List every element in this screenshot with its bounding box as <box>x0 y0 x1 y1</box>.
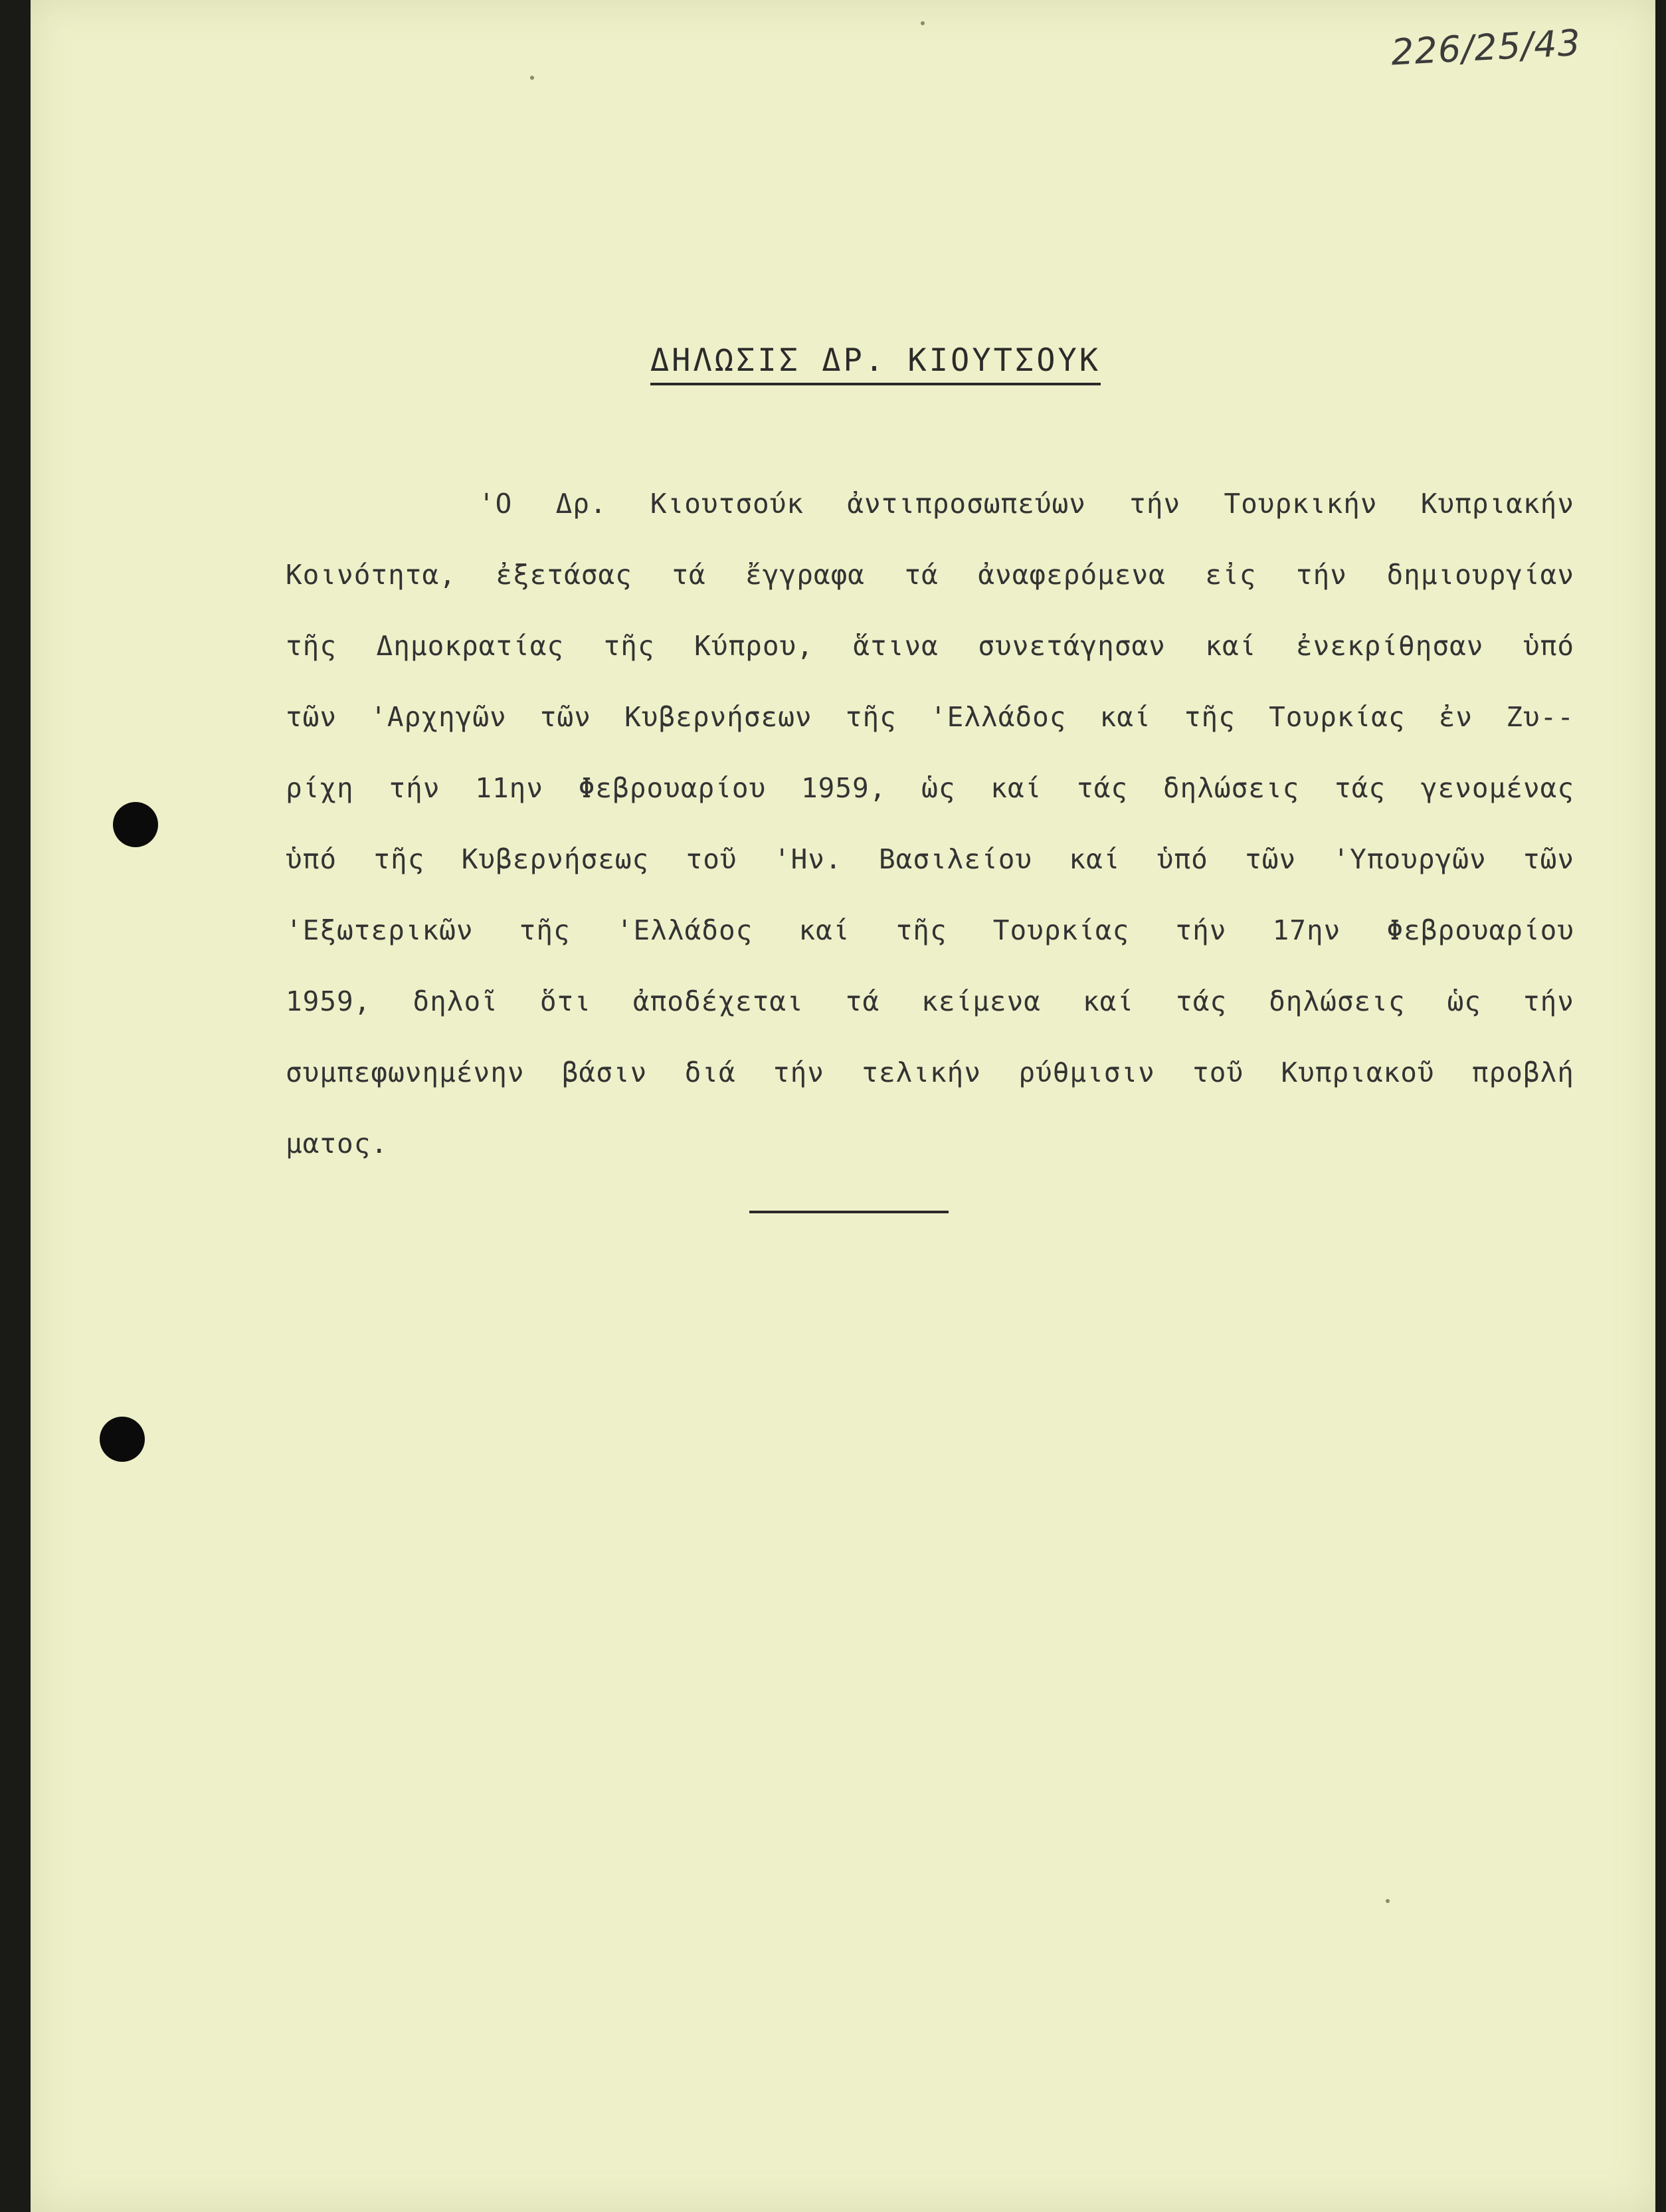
paragraph-line: ὑπό τῆς Κυβερνήσεως τοῦ 'Ην. Βασιλείου καί ὑπό τῶν 'Υπουργῶν τῶν <box>286 843 1574 875</box>
paper-speck <box>1386 1899 1390 1903</box>
paragraph-line: 'Εξωτερικῶν τῆς 'Ελλάδος καί τῆς Τουρκίας τήν 17ην Φεβρουαρίου <box>286 914 1574 946</box>
paragraph-line: τῆς Δημοκρατίας τῆς Κύπρου, ἅτινα συνετάγησαν καί ἐνεκρίθησαν ὑπό <box>286 630 1574 662</box>
punch-hole-icon <box>113 802 158 847</box>
paragraph-line: 'Ο Δρ. Κιουτσούκ ἀντιπροσωπεύων τήν Τουρκικήν Κυπριακήν <box>478 488 1574 520</box>
paragraph-line: Κοινότητα, ἐξετάσας τά ἔγγραφα τά ἀναφερόμενα εἰς τήν δημιουργίαν <box>286 559 1574 591</box>
paragraph-line: 1959, δηλοῖ ὅτι ἀποδέχεται τά κείμενα καί τάς δηλώσεις ὡς τήν <box>286 985 1574 1017</box>
paragraph-line: συμπεφωνημένην βάσιν διά τήν τελικήν ρύθμισιν τοῦ Κυπριακοῦ προβλή <box>286 1056 1574 1088</box>
paper-speck <box>921 21 925 25</box>
statement-paragraph <box>286 468 1574 1179</box>
end-rule-divider <box>749 1211 949 1213</box>
document-title: ΔΗΛΩΣΙΣ ΔΡ. ΚΙΟΥΤΣΟΥΚ <box>650 342 1101 385</box>
paper-speck <box>530 76 534 80</box>
paragraph-line: ρίχη τήν 11ην Φεβρουαρίου 1959, ὡς καί τάς δηλώσεις τάς γενομένας <box>286 772 1574 804</box>
title-container <box>640 342 1111 385</box>
paragraph-line: ματος. <box>286 1128 389 1159</box>
paragraph-line: τῶν 'Αρχηγῶν τῶν Κυβερνήσεων τῆς 'Ελλάδος καί τῆς Τουρκίας ἐν Ζυ-- <box>286 701 1574 733</box>
archive-reference-number: 226/25/43 <box>1390 21 1582 74</box>
punch-hole-icon <box>100 1417 145 1462</box>
document-page <box>31 0 1655 2212</box>
